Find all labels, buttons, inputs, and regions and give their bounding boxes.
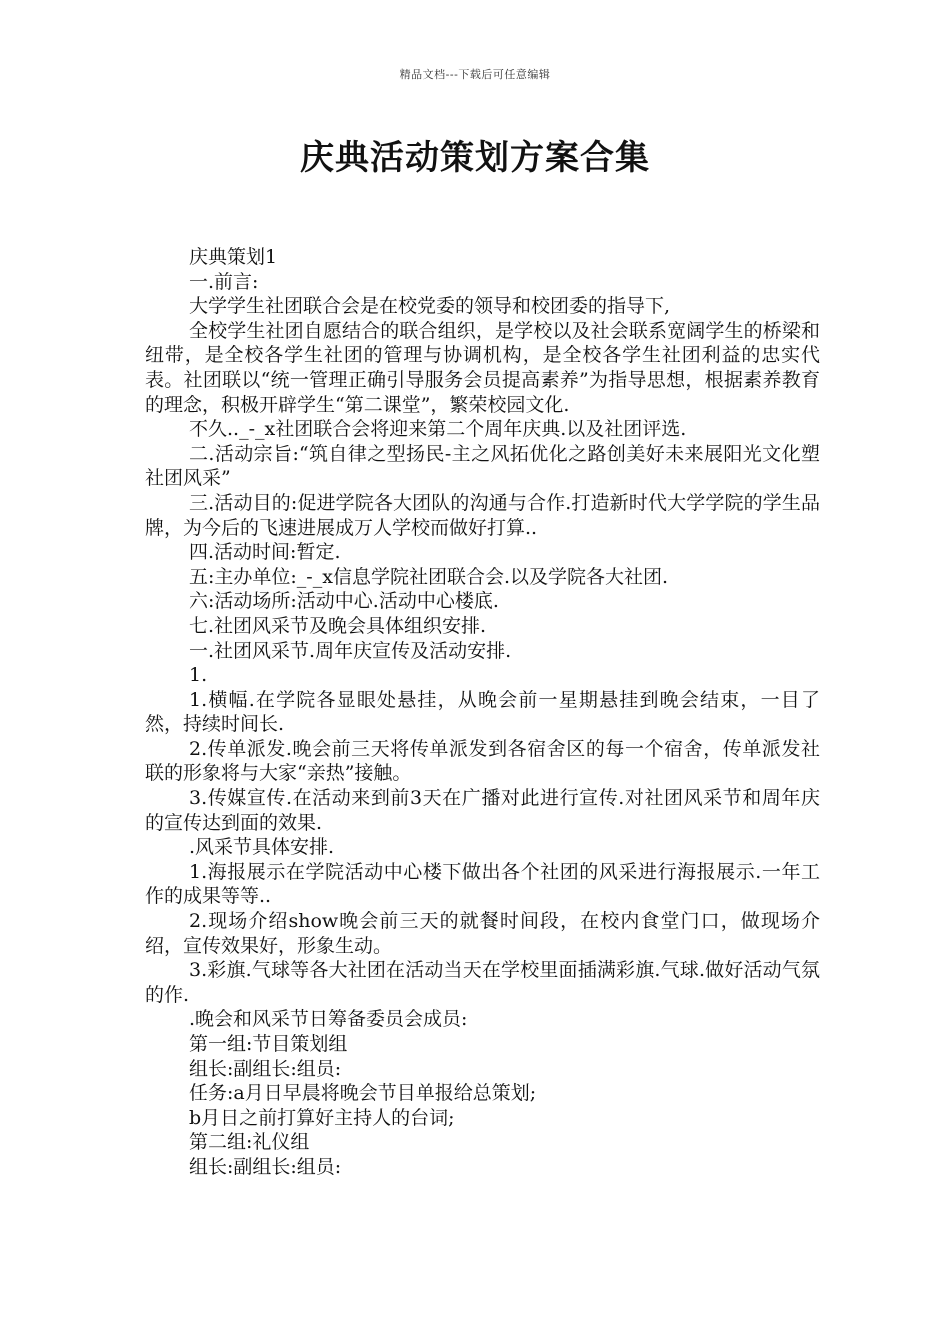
paragraph: 组长:副组长:组员:	[189, 1155, 342, 1178]
paragraph: b月日之前打算好主持人的台词;	[189, 1106, 455, 1129]
paragraph: 五:主办单位:_-_x信息学院社团联合会.以及学院各大社团.	[189, 565, 669, 588]
paragraph: 任务:a月日早晨将晚会节目单报给总策划;	[189, 1082, 537, 1105]
paragraph: 3.传媒宣传.在活动来到前3天在广播对此进行宣传.对社团风采节和周年庆的宣传达到面的效果.	[145, 787, 820, 834]
paragraph: 3.彩旗.气球等各大社团在活动当天在学校里面插满彩旗.气球.做好活动气氛的作.	[145, 959, 820, 1006]
paragraph: 第二组:礼仪组	[189, 1131, 310, 1154]
paragraph: 一.前言:	[189, 270, 259, 293]
paragraph: 1.海报展示在学院活动中心楼下做出各个社团的风采进行海报展示.一年工作的成果等等..	[145, 860, 820, 908]
header-note: 精品文档---下载后可任意编辑	[399, 68, 551, 81]
paragraph: 四.活动时间:暂定.	[189, 541, 341, 564]
paragraph: 一.社团风采节.周年庆宣传及活动安排.	[189, 639, 512, 662]
paragraph: 大学学生社团联合会是在校党委的领导和校团委的指导下,	[189, 295, 671, 318]
paragraph: 庆典策划1	[189, 246, 278, 268]
paragraph: 三.活动目的:促进学院各大团队的沟通与合作.打造新时代大学学院的学生品牌，为今后的飞速进展成万人学校而做好打算..	[145, 491, 820, 539]
document-title: 庆典活动策划方案合集	[300, 138, 650, 178]
paragraph: 2.传单派发.晚会前三天将传单派发到各宿舍区的每一个宿舍，传单派发社联的形象将与大家“亲热”接触。	[145, 737, 820, 785]
paragraph: 不久.._-_x社团联合会将迎来第二个周年庆典.以及社团评选.	[189, 418, 687, 441]
paragraph: 六:活动场所:活动中心.活动中心楼底.	[189, 590, 499, 613]
document-body	[145, 245, 820, 1180]
paragraph: 组长:副组长:组员:	[189, 1057, 342, 1080]
paragraph: 第一组:节目策划组	[189, 1033, 348, 1055]
paragraph: 二.活动宗旨:“筑自律之型扬民-主之风拓优化之路创美好未来展阳光文化塑社团风采”	[145, 442, 820, 490]
paragraph: .晚会和风采节日筹备委员会成员:	[189, 1008, 468, 1031]
paragraph: 1.	[189, 664, 208, 687]
paragraph: 2.现场介绍show晚会前三天的就餐时间段，在校内食堂门口，做现场介绍，宣传效果好，形象生动。	[145, 910, 820, 957]
paragraph: .风采节具体安排.	[189, 836, 335, 859]
paragraph: 1.横幅.在学院各显眼处悬挂，从晚会前一星期悬挂到晚会结束，一目了然，持续时间长.	[145, 688, 820, 736]
paragraph: 七.社团风采节及晚会具体组织安排.	[189, 614, 487, 637]
paragraph: 全校学生社团自愿结合的联合组织，是学校以及社会联系宽阔学生的桥梁和纽带，是全校各学生社团的管理与协调机构，是全校各学生社团利益的忠实代表。社团联以“统一管理正确引导服务会员提高素养”为指导思想，根据素养教育的理念，积极开辟学生“第二课堂”，繁荣校园文化.	[145, 319, 820, 416]
